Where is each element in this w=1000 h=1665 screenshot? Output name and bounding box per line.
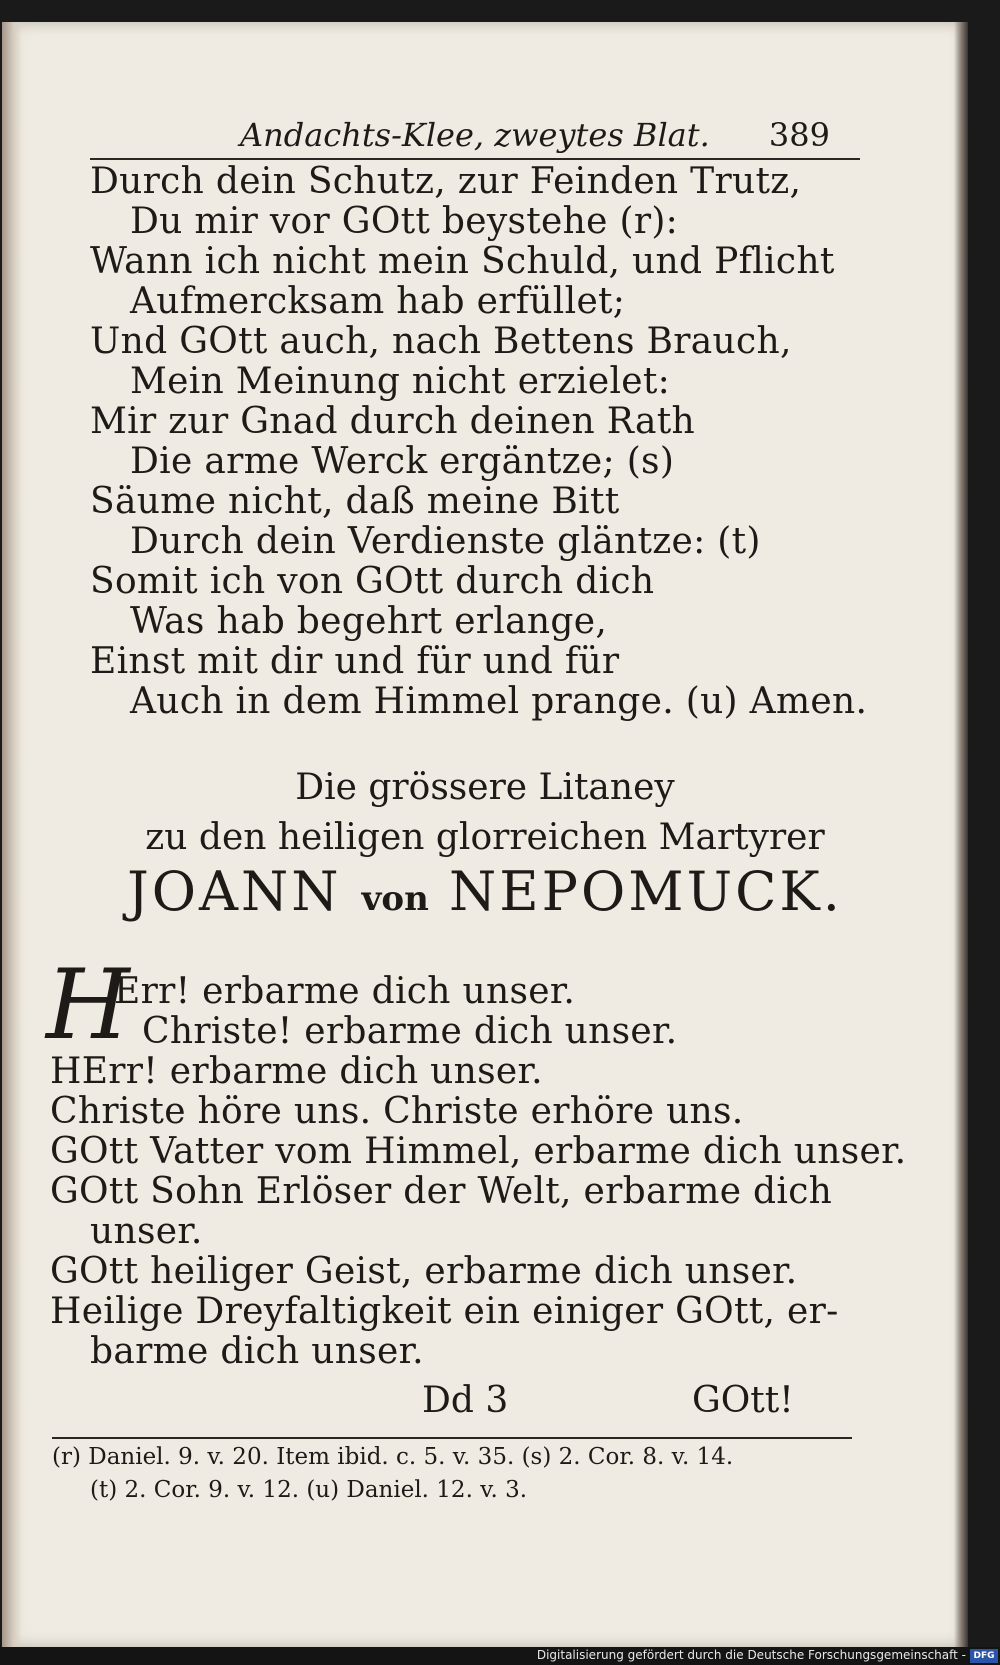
catchword: GOtt!	[692, 1380, 794, 1421]
litany-line: GOtt heiliger Geist, erbarme dich unser.	[50, 1251, 798, 1292]
book-page	[2, 22, 968, 1647]
verse-line: Mir zur Gnad durch deinen Rath	[90, 401, 695, 442]
litany-line: Err! erbarme dich unser.	[114, 971, 576, 1012]
name-connector: von	[361, 879, 429, 919]
running-title: Andachts-Klee, zweytes Blat.	[240, 116, 710, 154]
litany-line: Christe! erbarme dich unser.	[142, 1011, 678, 1052]
litany-line: Heilige Dreyfaltigkeit ein einiger GOtt, er-	[50, 1291, 839, 1332]
name-part1: JOANN	[127, 860, 342, 923]
verse-line: Was hab begehrt erlange,	[130, 601, 608, 642]
name-part2: NEPOMUCK.	[449, 860, 843, 923]
litany-line: GOtt Vatter vom Himmel, erbarme dich unser.	[50, 1131, 907, 1172]
dfg-logo: DFG	[970, 1649, 998, 1663]
funding-bar	[0, 1647, 1000, 1665]
footnote-line: (r) Daniel. 9. v. 20. Item ibid. c. 5. v. 35. (s) 2. Cor. 8. v. 14.	[52, 1444, 734, 1470]
verse-line: Einst mit dir und für und für	[90, 641, 620, 682]
verse-line: Säume nicht, daß meine Bitt	[90, 481, 620, 522]
litany-heading-line2: zu den heiligen glorreichen Martyrer	[145, 817, 825, 858]
litany-line: unser.	[90, 1211, 203, 1252]
footnote-line: (t) 2. Cor. 9. v. 12. (u) Daniel. 12. v. 3.	[90, 1477, 528, 1503]
litany-line: GOtt Sohn Erlöser der Welt, erbarme dich	[50, 1171, 833, 1212]
dropcap: H	[46, 949, 130, 1061]
verse-line: Durch dein Verdienste gläntze: (t)	[130, 521, 761, 562]
verse-line: Wann ich nicht mein Schuld, und Pflicht	[90, 241, 835, 282]
litany-heading-line1: Die grössere Litaney	[295, 767, 675, 808]
litany-heading-name	[2, 860, 968, 923]
funding-note: Digitalisierung gefördert durch die Deutsche Forschungsgemeinschaft -	[536, 1648, 966, 1662]
page-number: 389	[768, 116, 830, 154]
litany-line: HErr! erbarme dich unser.	[50, 1051, 543, 1092]
signature-mark: Dd 3	[422, 1380, 509, 1421]
verse-line: Und GOtt auch, nach Bettens Brauch,	[90, 321, 792, 362]
litany-line: Christe höre uns. Christe erhöre uns.	[50, 1091, 744, 1132]
verse-line: Die arme Werck ergäntze; (s)	[130, 441, 675, 482]
verse-line: Auch in dem Himmel prange. (u) Amen.	[130, 681, 868, 722]
verse-line: Aufmercksam hab erfüllet;	[130, 281, 626, 322]
footnote-rule	[52, 1437, 852, 1439]
verse-line: Durch dein Schutz, zur Feinden Trutz,	[90, 161, 802, 202]
verse-line: Du mir vor GOtt beystehe (r):	[130, 201, 679, 242]
verse-line: Somit ich von GOtt durch dich	[90, 561, 655, 602]
verse-line: Mein Meinung nicht erzielet:	[130, 361, 671, 402]
litany-line: barme dich unser.	[90, 1331, 424, 1372]
running-header	[90, 112, 860, 160]
